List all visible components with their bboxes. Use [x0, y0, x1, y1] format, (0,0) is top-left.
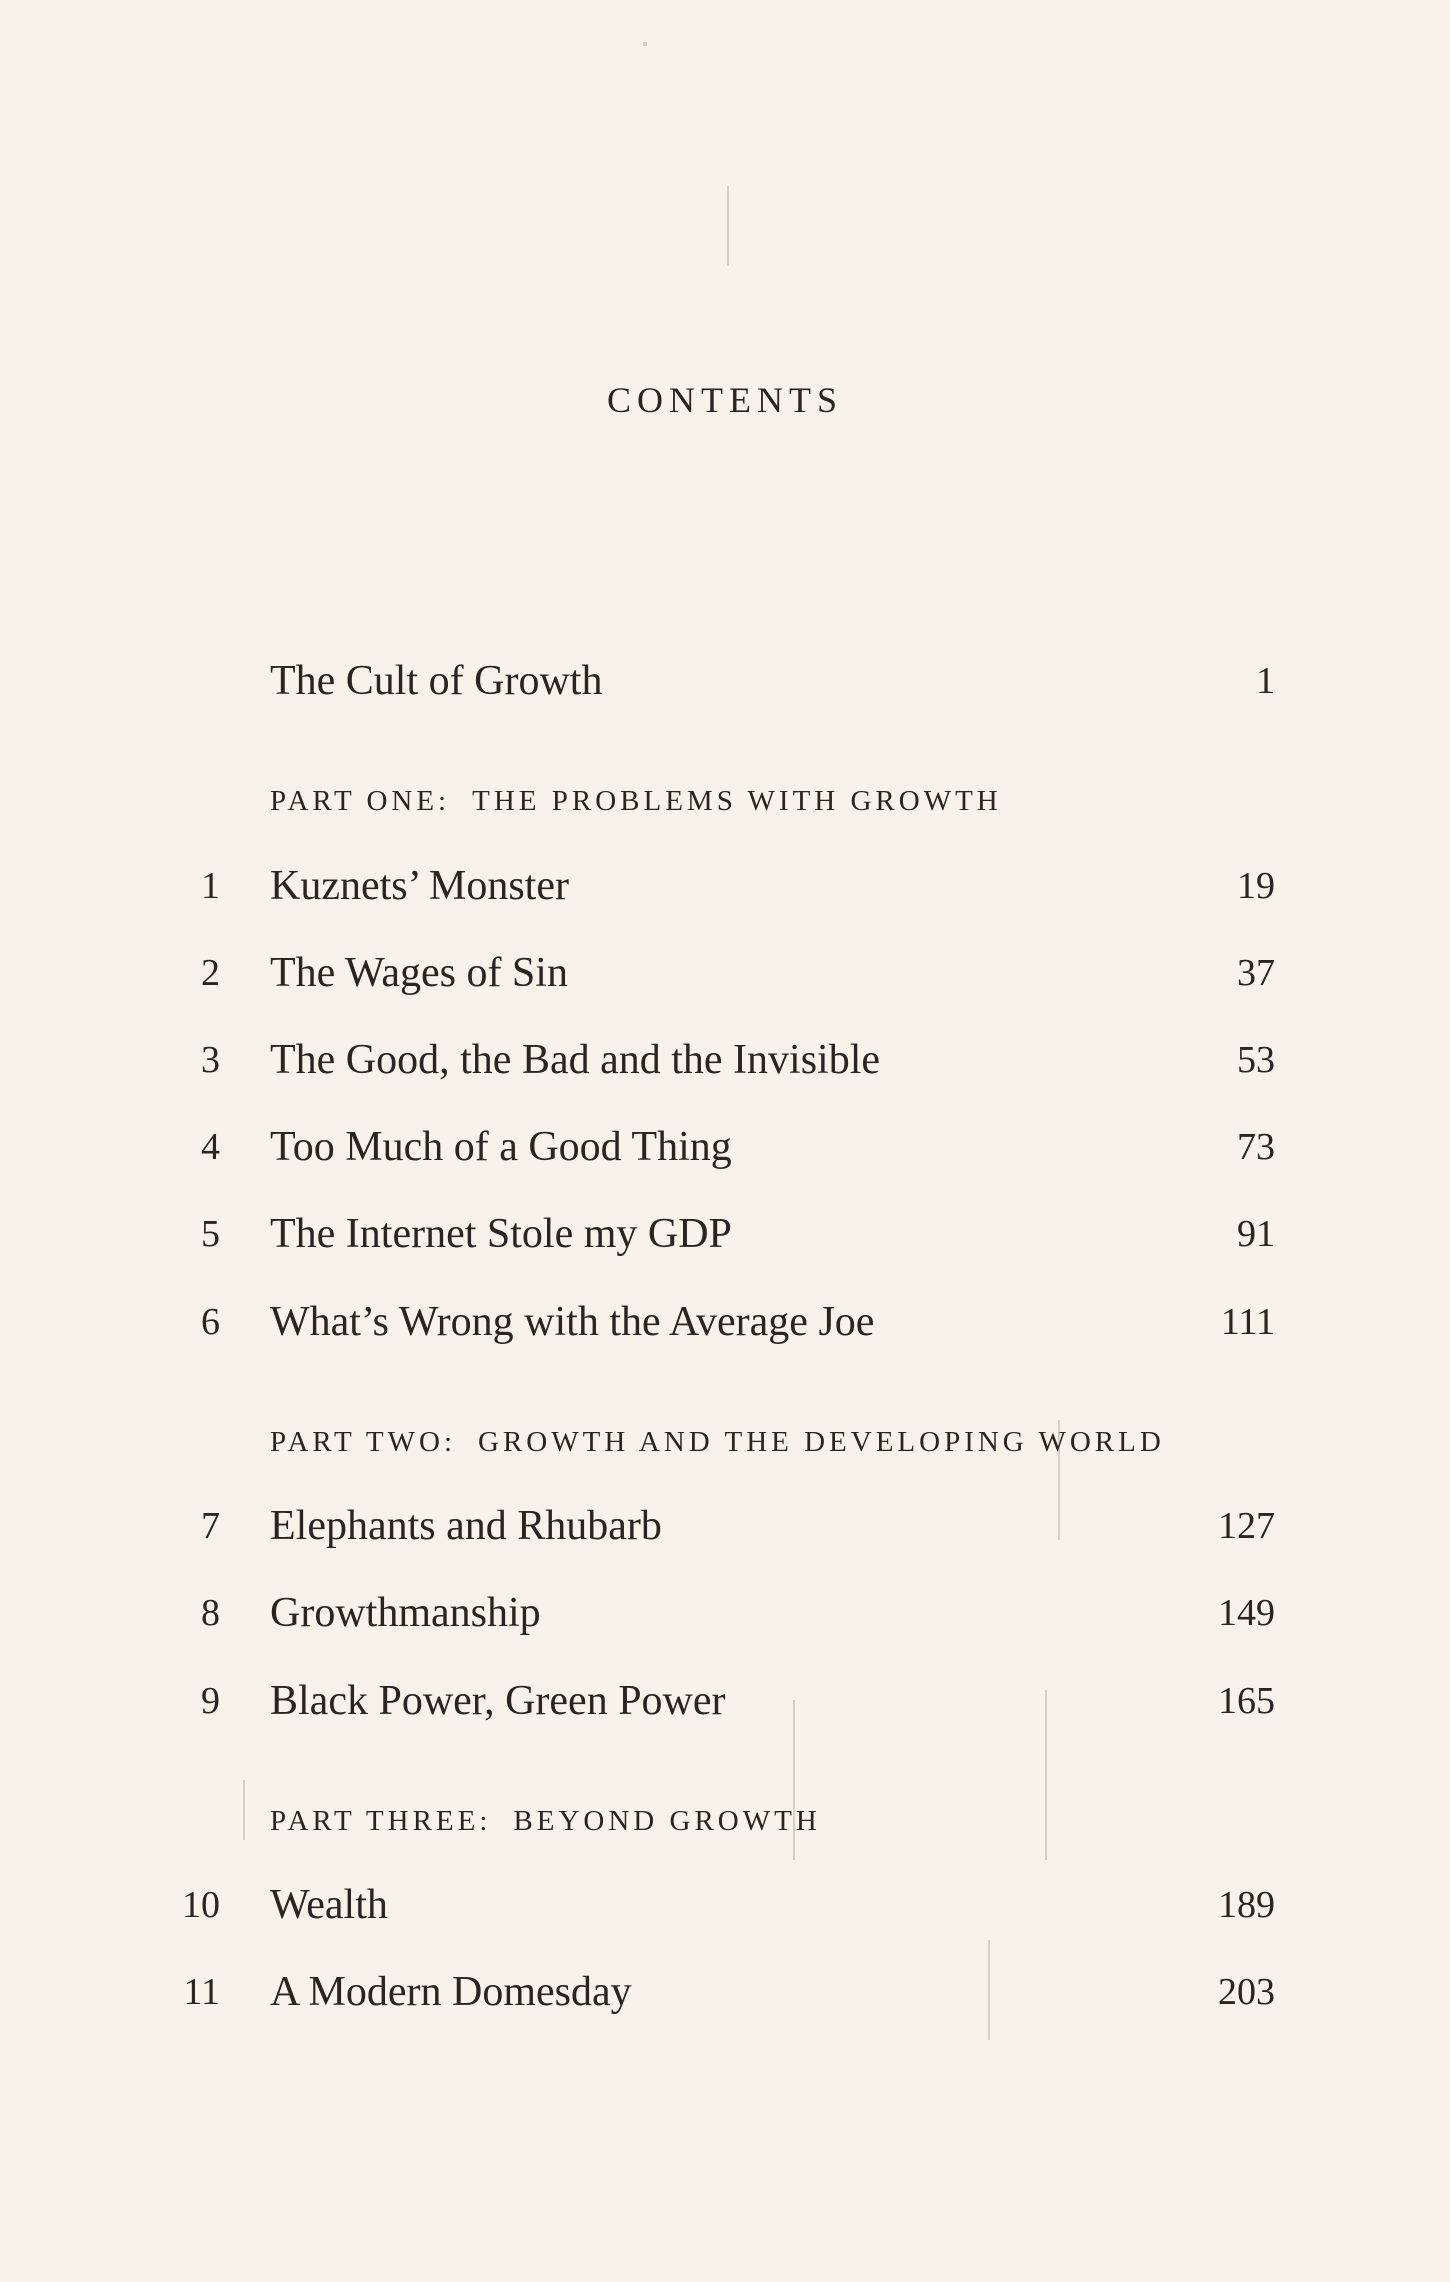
paper-mark	[727, 186, 729, 266]
chapter-page: 91	[1237, 1213, 1275, 1255]
toc-entry-chapter[interactable]	[0, 1585, 1450, 1641]
chapter-number: 7	[201, 1505, 220, 1547]
chapter-page: 165	[1218, 1680, 1275, 1722]
toc-entry-chapter[interactable]	[0, 858, 1450, 914]
part-heading-one	[270, 781, 1002, 821]
chapter-title: Wealth	[270, 1882, 388, 1928]
part-name: GROWTH AND THE DEVELOPING WORLD	[478, 1426, 1165, 1458]
chapter-title: Black Power, Green Power	[270, 1678, 726, 1724]
chapter-number: 10	[182, 1884, 220, 1926]
chapter-page: 127	[1218, 1505, 1275, 1547]
part-label: PART THREE:	[270, 1805, 492, 1837]
toc-entry-chapter[interactable]	[0, 1206, 1450, 1262]
chapter-title: Too Much of a Good Thing	[270, 1124, 732, 1170]
chapter-title: Kuznets’ Monster	[270, 863, 569, 909]
paper-mark	[243, 1780, 245, 1840]
chapter-number: 11	[183, 1971, 220, 2013]
chapter-title: The Wages of Sin	[270, 950, 568, 996]
chapter-number: 1	[201, 865, 220, 907]
toc-entry-chapter[interactable]	[0, 1294, 1450, 1350]
chapter-title: What’s Wrong with the Average Joe	[270, 1299, 875, 1345]
part-heading-three	[270, 1801, 821, 1841]
part-name: BEYOND GROWTH	[513, 1805, 821, 1837]
toc-entry-chapter[interactable]	[0, 945, 1450, 1001]
toc-entry-chapter[interactable]	[0, 1673, 1450, 1729]
chapter-title: The Internet Stole my GDP	[270, 1211, 732, 1257]
chapter-page: 73	[1237, 1126, 1275, 1168]
chapter-number: 8	[201, 1592, 220, 1634]
toc-entry-chapter[interactable]	[0, 1119, 1450, 1175]
toc-entry-chapter[interactable]	[0, 1964, 1450, 2020]
toc-entry-intro[interactable]	[0, 653, 1450, 709]
chapter-page: 111	[1220, 1301, 1275, 1343]
toc-entry-title: The Cult of Growth	[270, 658, 603, 704]
chapter-number: 3	[201, 1039, 220, 1081]
part-name: THE PROBLEMS WITH GROWTH	[472, 785, 1002, 817]
part-label: PART TWO:	[270, 1426, 457, 1458]
toc-entry-page: 1	[1256, 660, 1275, 702]
chapter-title: Growthmanship	[270, 1590, 541, 1636]
chapter-number: 4	[201, 1126, 220, 1168]
paper-mark	[643, 42, 647, 46]
toc-entry-chapter[interactable]	[0, 1032, 1450, 1088]
chapter-number: 5	[201, 1213, 220, 1255]
chapter-page: 37	[1237, 952, 1275, 994]
chapter-title: A Modern Domesday	[270, 1969, 632, 2015]
page-title: CONTENTS	[607, 380, 843, 420]
chapter-number: 6	[201, 1301, 220, 1343]
chapter-number: 9	[201, 1680, 220, 1722]
chapter-title: The Good, the Bad and the Invisible	[270, 1037, 881, 1083]
chapter-page: 19	[1237, 865, 1275, 907]
toc-entry-chapter[interactable]	[0, 1498, 1450, 1554]
part-label: PART ONE:	[270, 785, 451, 817]
chapter-page: 203	[1218, 1971, 1275, 2013]
chapter-page: 149	[1218, 1592, 1275, 1634]
chapter-page: 189	[1218, 1884, 1275, 1926]
part-heading-two	[270, 1422, 1165, 1462]
toc-entry-chapter[interactable]	[0, 1877, 1450, 1933]
chapter-page: 53	[1237, 1039, 1275, 1081]
chapter-number: 2	[201, 952, 220, 994]
chapter-title: Elephants and Rhubarb	[270, 1503, 662, 1549]
